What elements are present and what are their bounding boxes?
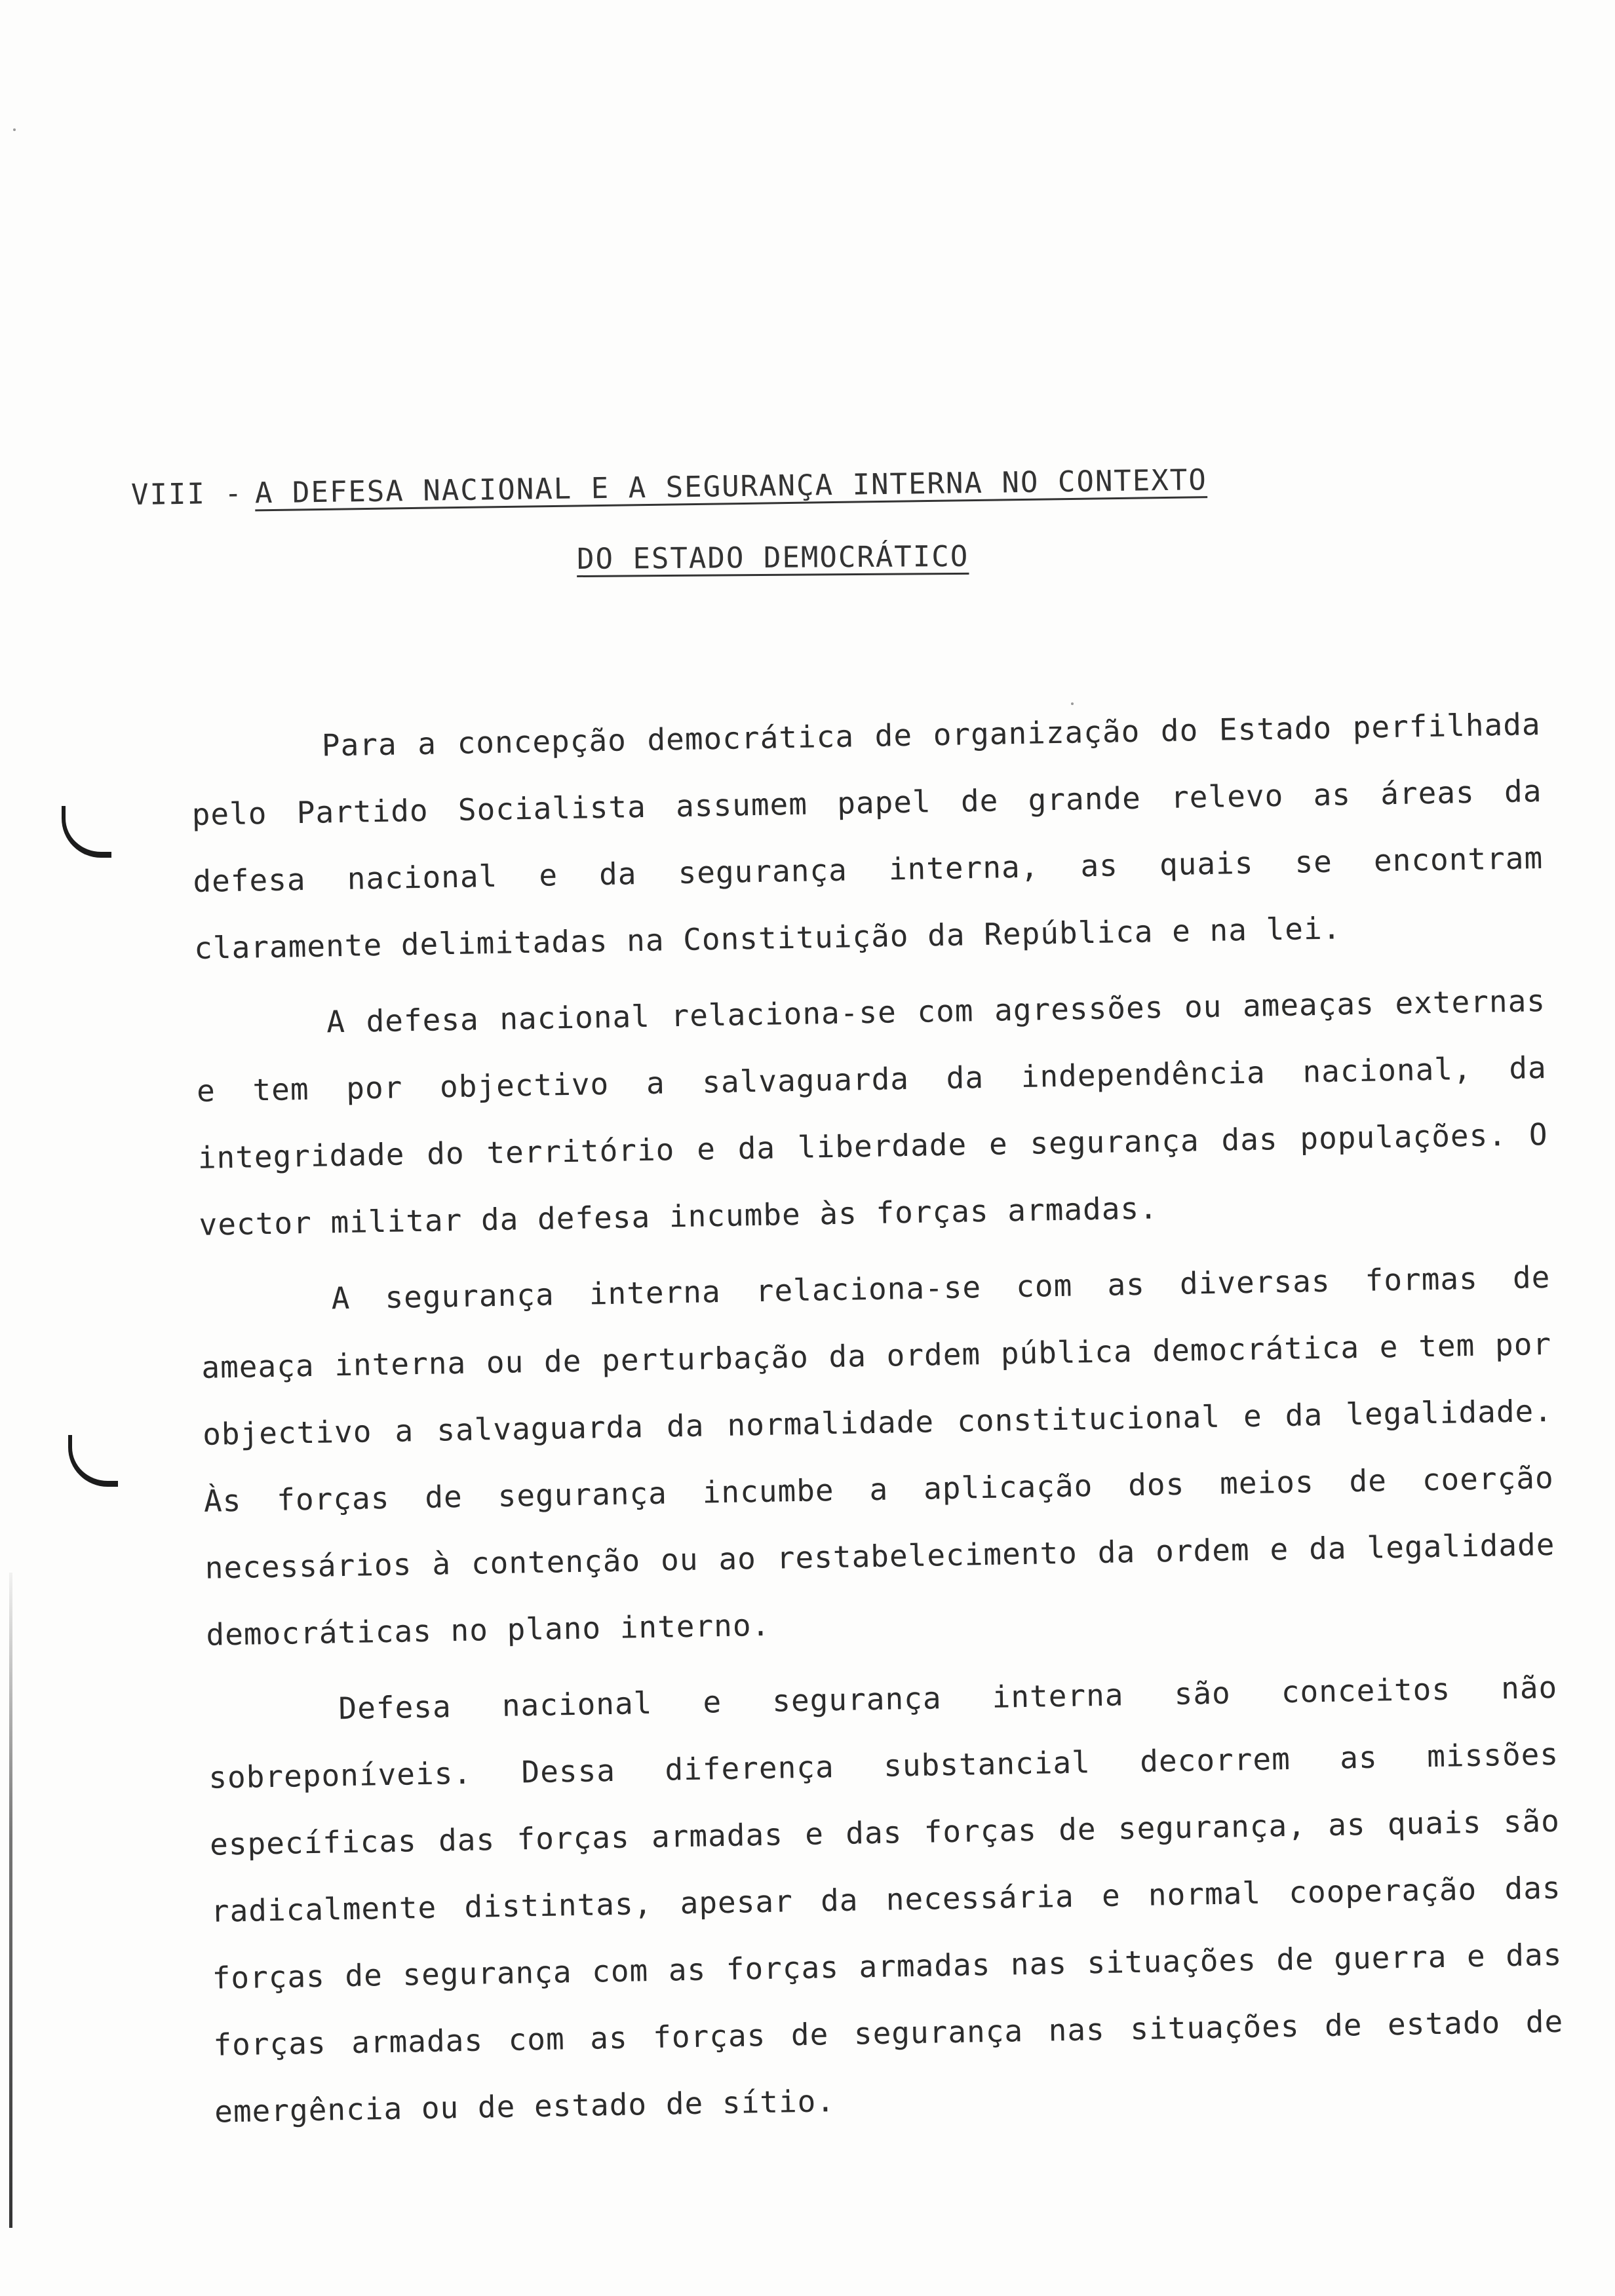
scan-speck: [1071, 702, 1074, 705]
paragraph-3: A segurança interna relaciona-se com as diversas formas de ameaça interna ou de perturbação da ordem pública democrática e tem por objectivo a salvaguarda da normalidade constitucional e da legalidade. Às forças de segurança incumbe a aplicação dos meios de coerção necessários à contenção ou ao restabelecimento da ordem e da legalidade democráticas no plano interno.: [201, 1259, 1555, 1653]
paragraph-1: Para a concepção democrática de organização do Estado perfilhada pelo Partido Socialista assumem papel de grande relevo as áreas da defesa nacional e da segurança interna, as quais se encontram claramente delimitadas na Constituição da República e na lei.: [191, 706, 1544, 966]
paragraph-2: A defesa nacional relaciona-se com agressões ou ameaças externas e tem por objectivo a salvaguarda da independência nacional, da integridade do território e da liberdade e segurança das populações. O vector militar da defesa incumbe às forças armadas.: [196, 982, 1548, 1242]
section-title-part-2: DO ESTADO DEMOCRÁTICO: [576, 539, 969, 576]
section-title-part-1: A DEFESA NACIONAL E A SEGURANÇA INTERNA NO CONTEXTO: [254, 463, 1208, 510]
binder-hole-mark-icon: [62, 806, 111, 858]
paragraph-4: Defesa nacional e segurança interna são conceitos não sobreponíveis. Dessa diferença substancial decorrem as missões específicas das forças armadas e das forças de segurança, as quais são radicalmente distintas, apesar da necessária e normal cooperação das forças de segurança com as forças armadas nas situações de guerra e das forças armadas com as forças de segurança nas situações de estado de emergência ou de estado de sítio.: [208, 1669, 1564, 2130]
section-number: VIII -: [130, 476, 244, 512]
section-heading-line-1: [131, 463, 1208, 512]
section-heading-line-2: [577, 540, 969, 576]
body-text: [190, 691, 1565, 2154]
binder-hole-mark-icon: [68, 1435, 118, 1487]
scan-speck: [13, 128, 16, 131]
page-edge-shadow: [9, 1573, 12, 2228]
